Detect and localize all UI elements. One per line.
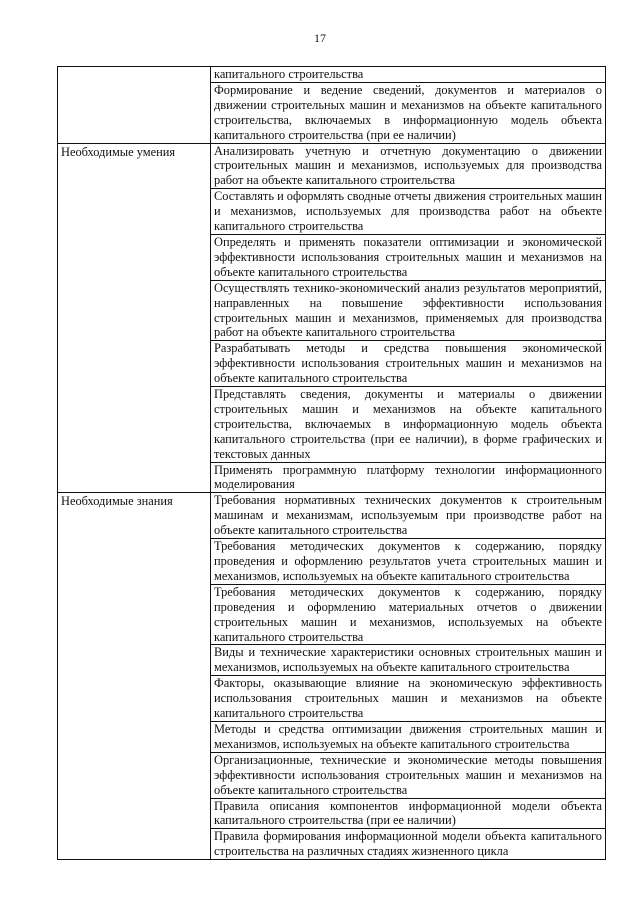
table-row	[58, 143, 606, 189]
table-row	[58, 493, 606, 539]
row-text: Определять и применять показатели оптимизации и экономической эффективности использования строительных машин и механизмов на объекте капитального строительства	[211, 234, 606, 280]
row-text: Осуществлять технико-экономический анализ результатов мероприятий, направленных на повышение эффективности использования строительных машин и механизмов, применяемых для производства работ на объекте капитального строительства	[211, 280, 606, 341]
row-text: капитального строительства	[211, 67, 606, 83]
requirements-table	[57, 66, 606, 860]
row-text: Составлять и оформлять сводные отчеты движения строительных машин и механизмов, используемых для производства работ на объекте капитального строительства	[211, 189, 606, 235]
row-text: Правила описания компонентов информационной модели объекта капитального строительства (при ее наличии)	[211, 798, 606, 829]
row-text: Применять программную платформу технологии информационного моделирования	[211, 462, 606, 493]
row-text: Методы и средства оптимизации движения строительных машин и механизмов, используемых на объекте капитального строительства	[211, 721, 606, 752]
row-text: Представлять сведения, документы и материалы о движении строительных машин и механизмов на объекте капитального строительства, включаемых в информационную модель объекта капитального строительства (при ее наличии), в форме графических и текстовых данных	[211, 387, 606, 463]
row-text: Анализировать учетную и отчетную документацию о движении строительных машин и механизмов, используемых для производства работ на объекте капитального строительства	[211, 143, 606, 189]
row-text: Виды и технические характеристики основных строительных машин и механизмов, используемых на объекте капитального строительства	[211, 645, 606, 676]
row-text: Правила формирования информационной модели объекта капитального строительства на различных стадиях жизненного цикла	[211, 829, 606, 860]
page-number: 17	[314, 31, 326, 45]
row-text: Формирование и ведение сведений, документов и материалов о движении строительных машин и механизмов на объекте капитального строительства, включаемых в информационную модель объекта капитального строительства (при ее наличии)	[211, 82, 606, 143]
row-text: Требования методических документов к содержанию, порядку проведения и оформлению результатов учета строительных машин и механизмов, используемых на объекте капитального строительства	[211, 539, 606, 585]
table-row	[58, 67, 606, 83]
row-text: Разрабатывать методы и средства повышения экономической эффективности использования строительных машин и механизмов на объекте капитального строительства	[211, 341, 606, 387]
row-text: Факторы, оказывающие влияние на экономическую эффективность использования строительных машин и механизмов на объекте капитального строительства	[211, 676, 606, 722]
row-text: Организационные, технические и экономические методы повышения эффективности использования строительных машин и механизмов на объекте капитального строительства	[211, 752, 606, 798]
row-text: Требования методических документов к содержанию, порядку проведения и оформлению материальных отчетов о движении строительных машин и механизмов, используемых на объекте капитального строительства	[211, 584, 606, 645]
row-label	[58, 67, 211, 144]
knowledge-label: Необходимые знания	[58, 493, 211, 860]
skills-knowledge-table	[57, 66, 606, 860]
row-text: Требования нормативных технических документов к строительным машинам и механизмам, используемым при производстве работ на объекте капитального строительства	[211, 493, 606, 539]
skills-label: Необходимые умения	[58, 143, 211, 493]
